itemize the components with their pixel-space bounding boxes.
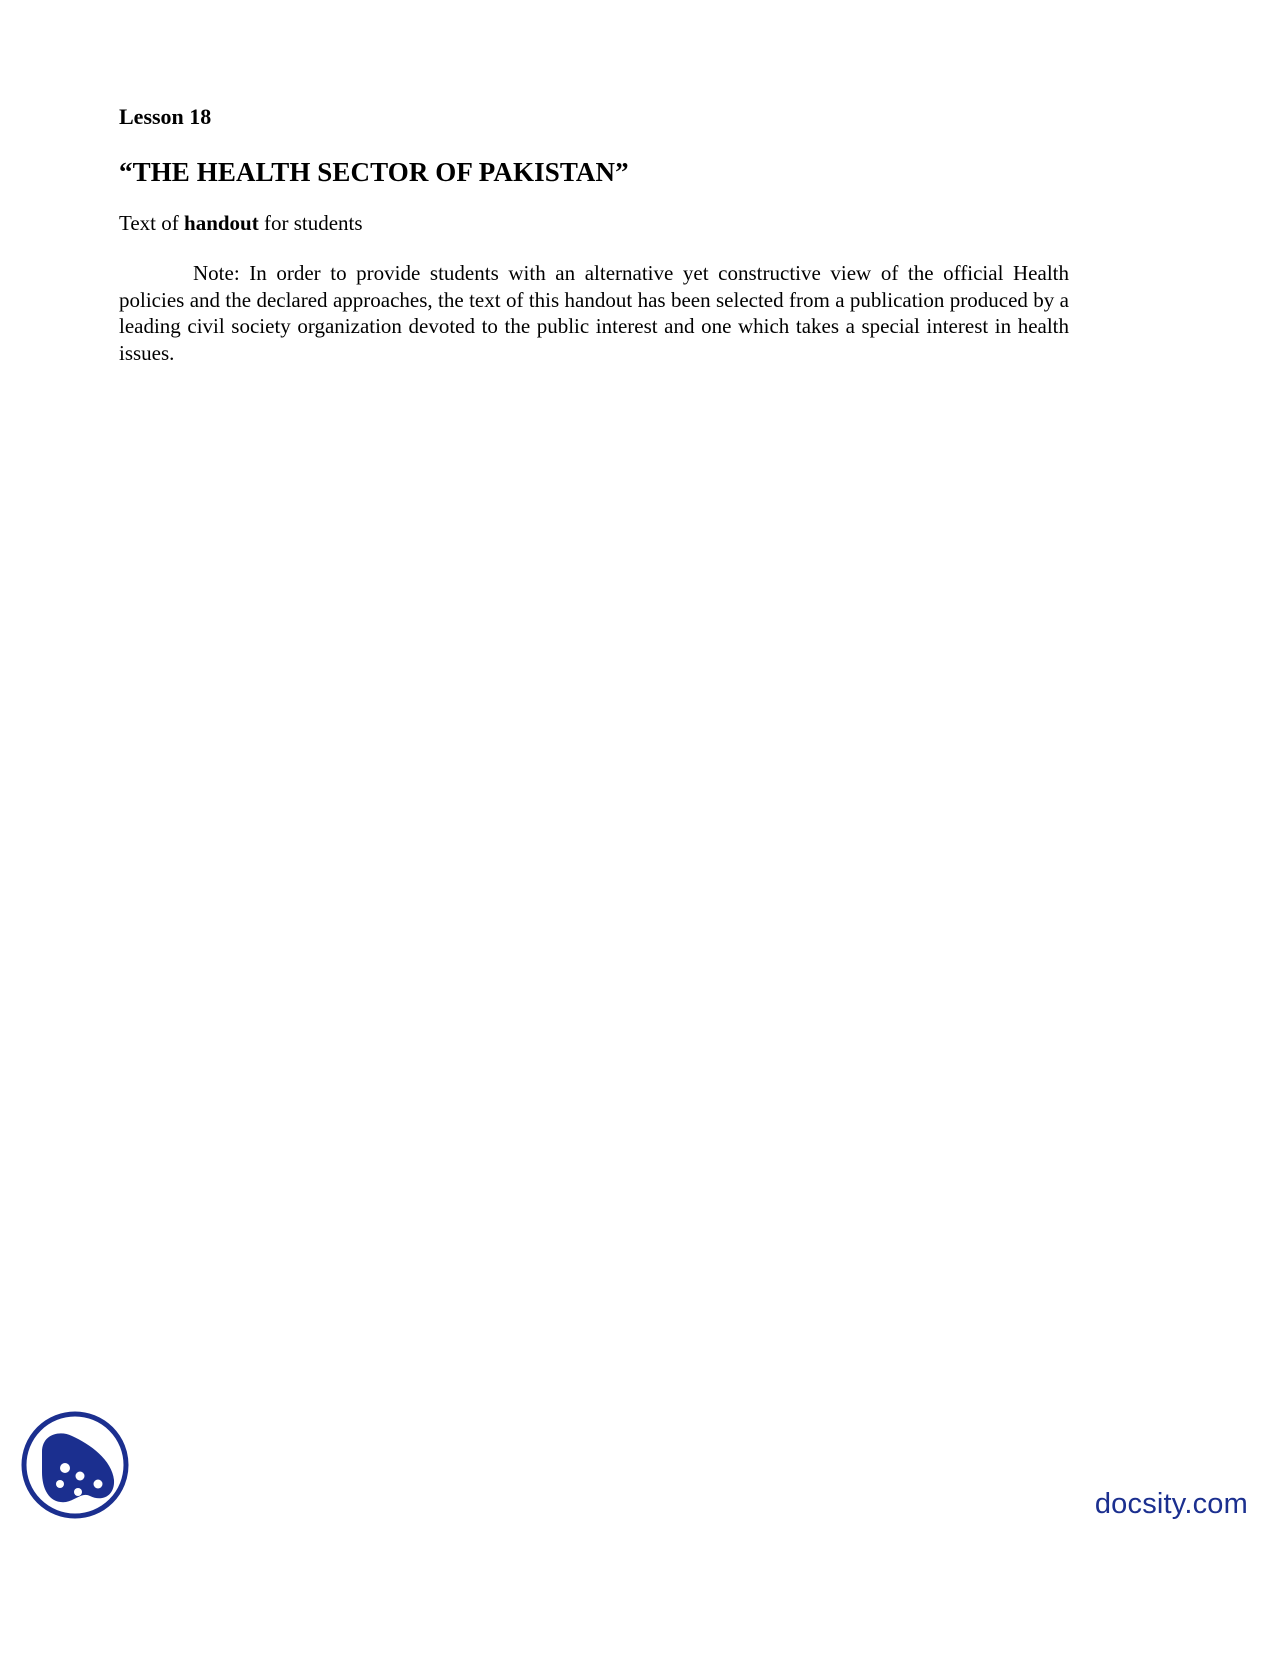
- subtitle-suffix: for students: [258, 211, 363, 235]
- docsity-brand-link[interactable]: docsity.com: [1094, 1488, 1248, 1520]
- lesson-number: Lesson 18: [119, 104, 212, 129]
- docsity-logo-icon[interactable]: [20, 1410, 130, 1520]
- subtitle: [119, 209, 1069, 237]
- document-content: [119, 103, 1069, 366]
- subtitle-bold: handout: [184, 211, 259, 235]
- subtitle-prefix: Text of: [119, 211, 185, 235]
- note-paragraph: Note: In order to provide students with an alternative yet constructive view of the official Health policies and the declared approaches, the text of this handout has been selected from a publication produced by a leading civil society organization devoted to the public interest and one which takes a special interest in health issues.: [119, 261, 1069, 365]
- page-title: “THE HEALTH SECTOR OF PAKISTAN”: [119, 157, 629, 187]
